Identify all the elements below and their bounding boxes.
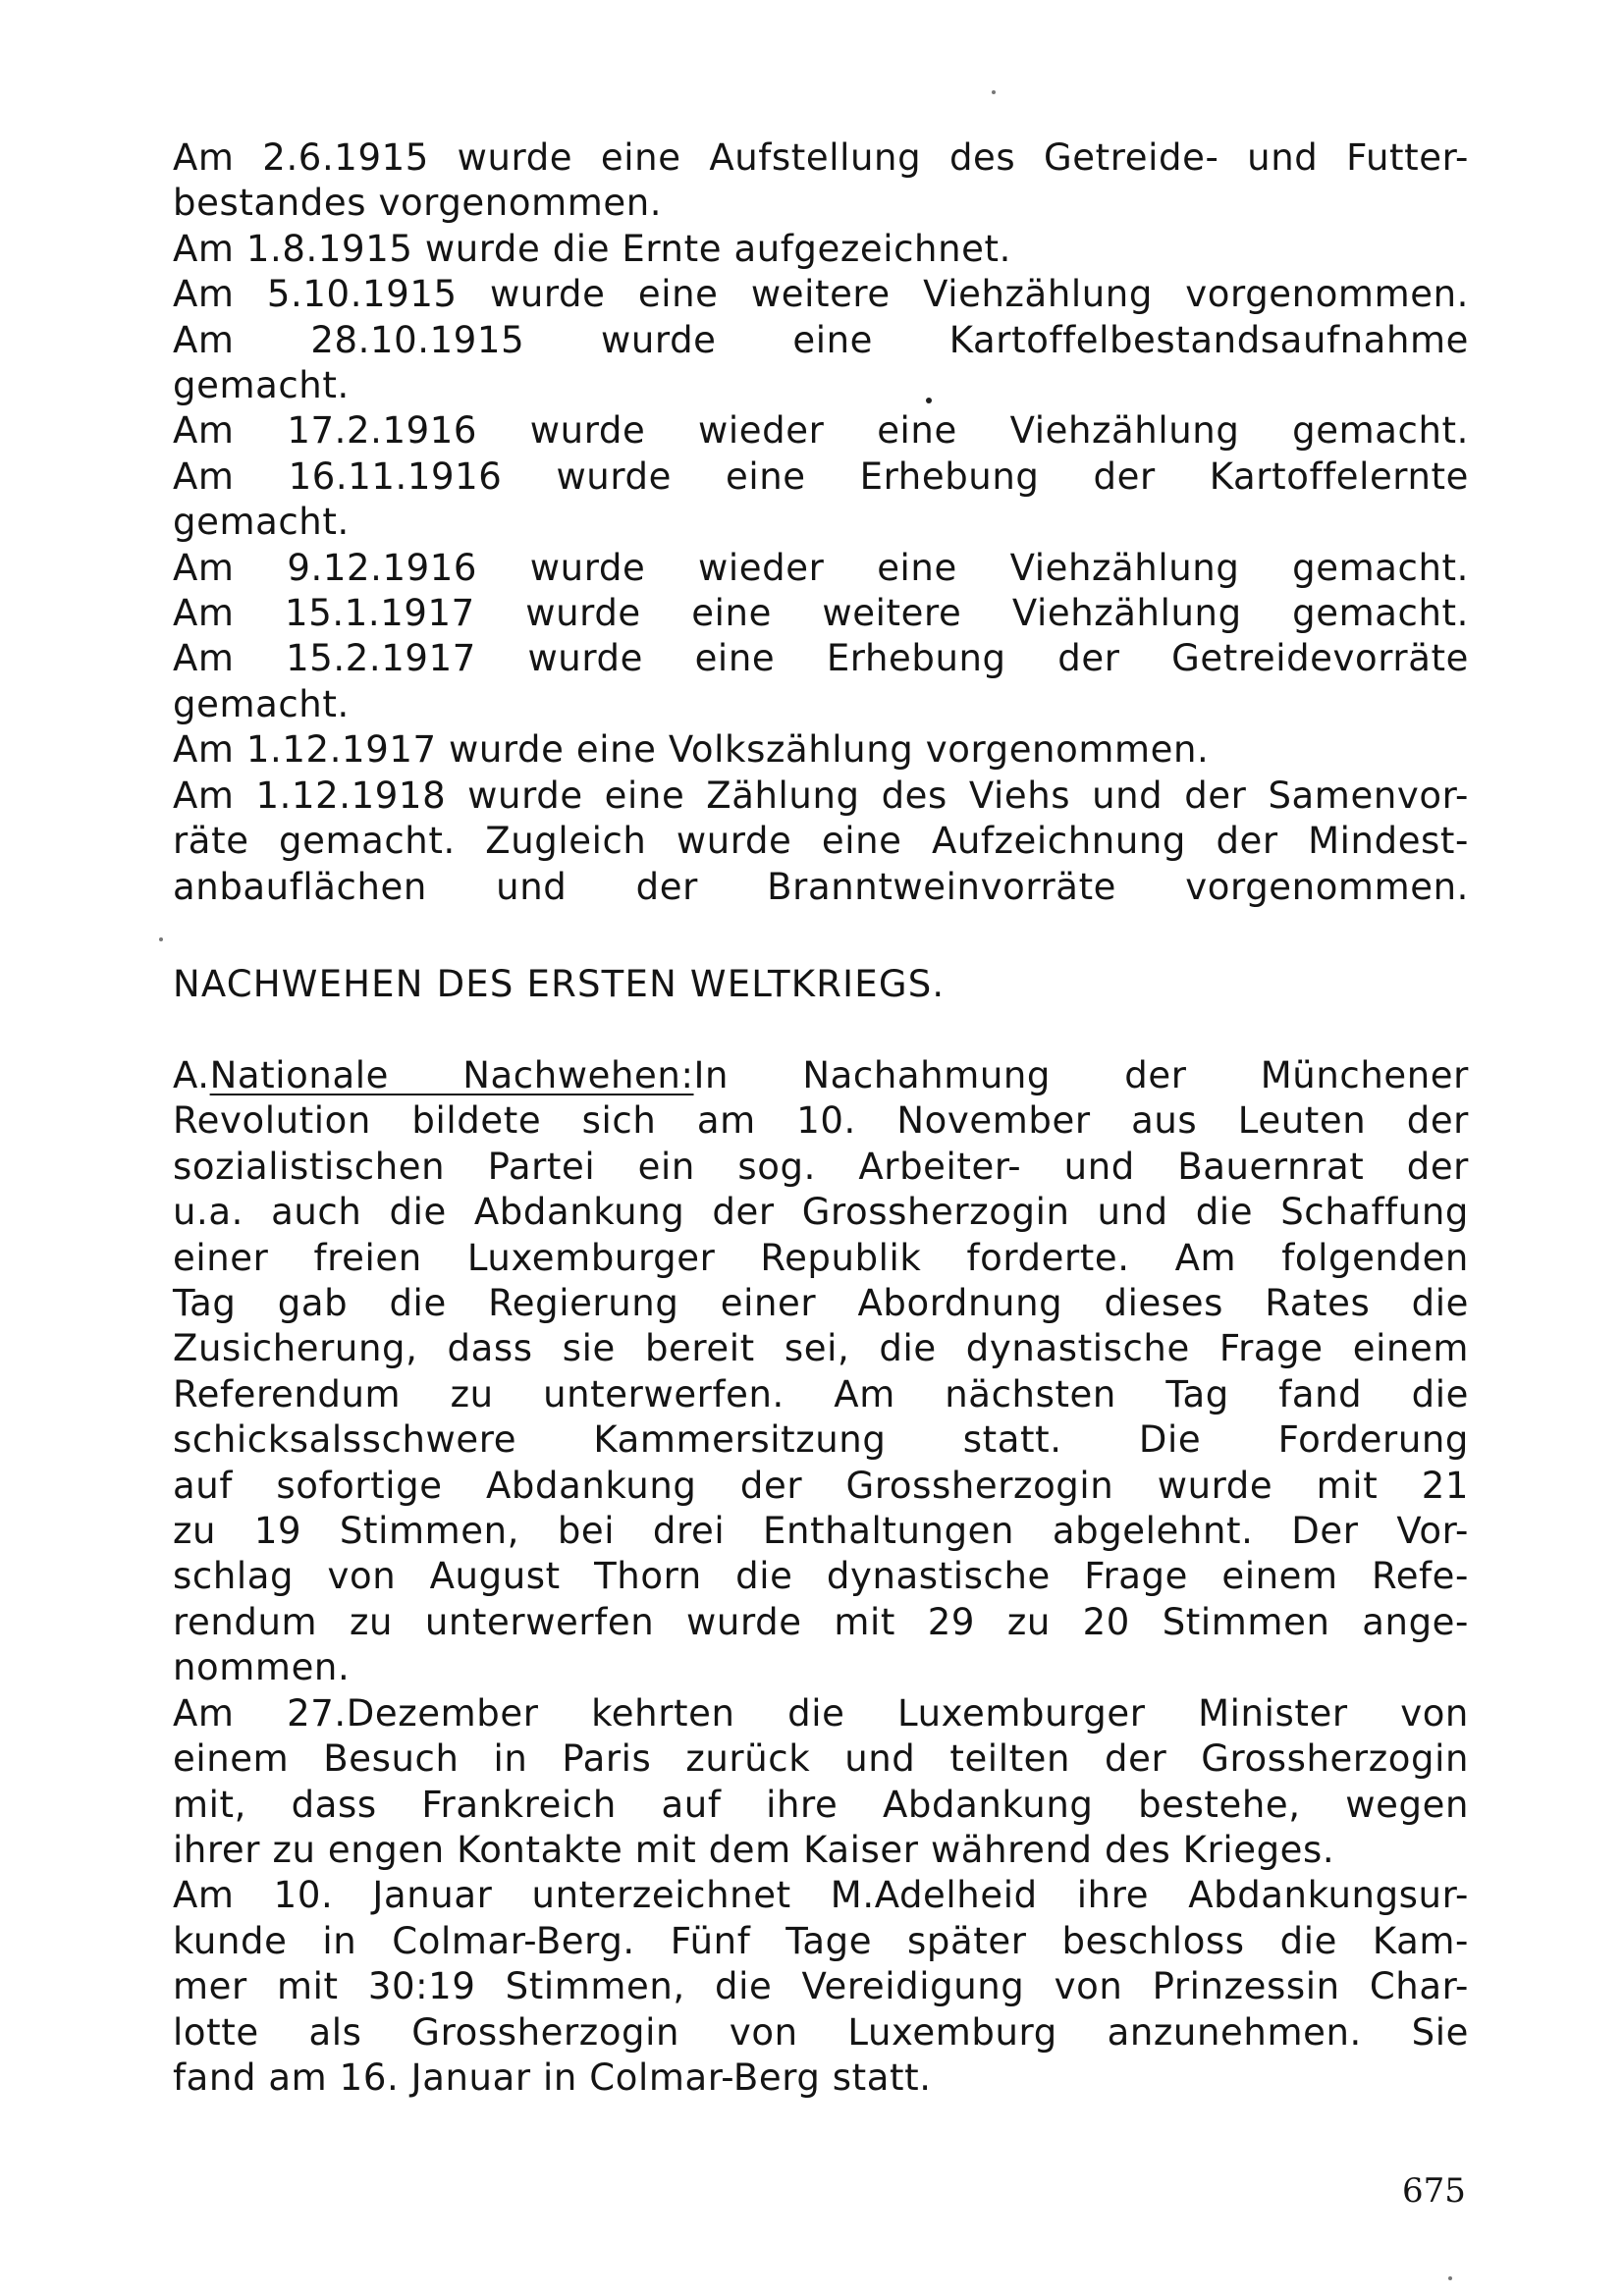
paragraph-line: ihrer zu engen Kontakte mit dem Kaiser während des Krieges. [173,1828,1335,1871]
list-line: bestandes vorgenommen. [173,182,663,225]
list-line: Am 1.12.1918 wurde eine Zählung des Viehs und der Samenvor- [173,774,1469,817]
scan-speck [1448,2276,1452,2280]
list-line: anbauflächen und der Branntweinvorräte vorgenommen. [173,865,1469,908]
list-line: gemacht. [173,682,350,725]
paragraph-line: zu 19 Stimmen, bei drei Enthaltungen abgelehnt. Der Vor- [173,1510,1469,1553]
paragraph-line: einer freien Luxemburger Republik forderte. Am folgenden [173,1236,1469,1279]
list-line: gemacht. [173,364,350,407]
national-aftermath-paragraph [173,1053,1469,2101]
underlined-subheading: Nationale Nachwehen: [209,1054,694,1096]
list-line: Am 28.10.1915 wurde eine Kartoffelbestandsaufnahme [173,318,1469,361]
paragraph-line: kunde in Colmar-Berg. Fünf Tage später beschloss die Kam- [173,1919,1469,1962]
scan-speck [926,398,932,403]
paragraph-line: mer mit 30:19 Stimmen, die Vereidigung von Prinzessin Char- [173,1965,1469,2008]
paragraph-line: Referendum zu unterwerfen. Am nächsten Tag fand die [173,1372,1469,1415]
first-line-text: In Nachahmung der Münchener [693,1054,1469,1096]
paragraph-line: schicksalsschwere Kammersitzung statt. Die Forderung [173,1418,1469,1462]
entries-list [173,135,1469,910]
list-line: Am 5.10.1915 wurde eine weitere Viehzählung vorgenommen. [173,273,1469,316]
paragraph-line: nommen. [173,1646,351,1689]
paragraph-line: Am 27.Dezember kehrten die Luxemburger Minister von [173,1691,1469,1735]
list-line: gemacht. [173,501,350,544]
paragraph-line: u.a. auch die Abdankung der Grossherzogin und die Schaffung [173,1191,1469,1234]
list-line: räte gemacht. Zugleich wurde eine Aufzeichnung der Mindest- [173,820,1469,863]
paragraph-line: sozialistischen Partei ein sog. Arbeiter- und Bauernrat der [173,1145,1469,1188]
section-heading: NACHWEHEN DES ERSTEN WELTKRIEGS. [173,963,946,1005]
paragraph-line: mit, dass Frankreich auf ihre Abdankung bestehe, wegen [173,1783,1469,1826]
list-line: Am 9.12.1916 wurde wieder eine Viehzählung gemacht. [173,546,1469,589]
scan-speck [992,90,996,94]
list-line: Am 2.6.1915 wurde eine Aufstellung des Getreide- und Futter- [173,136,1469,179]
paragraph-line: fand am 16. Januar in Colmar-Berg statt. [173,2056,932,2099]
paragraph-line: Zusicherung, dass sie bereit sei, die dynastische Frage einem [173,1327,1469,1370]
paragraph-line: rendum zu unterwerfen wurde mit 29 zu 20 Stimmen ange- [173,1600,1469,1643]
list-line: Am 17.2.1916 wurde wieder eine Viehzählung gemacht. [173,409,1469,453]
paragraph-line: Tag gab die Regierung einer Abordnung dieses Rates die [173,1282,1469,1325]
list-line: Am 1.8.1915 wurde die Ernte aufgezeichnet. [173,227,1011,270]
scan-speck [159,937,163,941]
page-number: 675 [1402,2171,1466,2211]
paragraph-line: lotte als Grossherzogin von Luxemburg anzunehmen. Sie [173,2010,1469,2054]
paragraph-first-line [173,1053,1469,1098]
section-prefix: A. [173,1054,210,1096]
list-line: Am 1.12.1917 wurde eine Volkszählung vorgenommen. [173,728,1210,772]
paragraph-line: Am 10. Januar unterzeichnet M.Adelheid ihre Abdankungsur- [173,1874,1469,1917]
paragraph-line: Revolution bildete sich am 10. November aus Leuten der [173,1099,1469,1143]
list-line: Am 15.2.1917 wurde eine Erhebung der Getreidevorräte [173,637,1469,680]
paragraph-line: auf sofortige Abdankung der Grossherzogin wurde mit 21 [173,1464,1469,1507]
list-line: Am 16.11.1916 wurde eine Erhebung der Kartoffelernte [173,454,1469,498]
list-line: Am 15.1.1917 wurde eine weitere Viehzählung gemacht. [173,592,1469,635]
paragraph-line: schlag von August Thorn die dynastische Frage einem Refe- [173,1555,1469,1598]
paragraph-line: einem Besuch in Paris zurück und teilten der Grossherzogin [173,1737,1469,1781]
